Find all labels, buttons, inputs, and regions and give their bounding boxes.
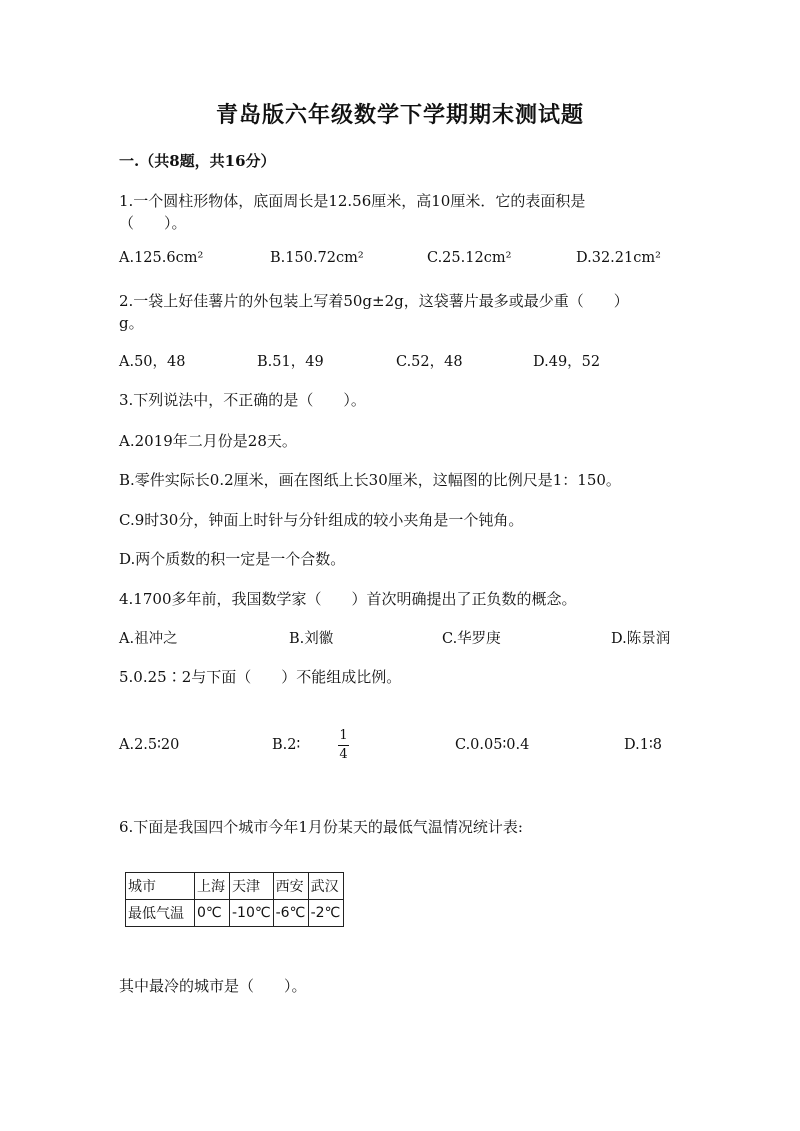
question-3-option-a: A.2019年二月份是28天。 xyxy=(119,432,297,450)
question-2-option-d: D.49，52 xyxy=(533,354,601,370)
table-cell: -10℃ xyxy=(230,900,274,927)
section-heading: 一.（共8题，共16分） xyxy=(119,152,276,170)
question-2-option-a: A.50，48 xyxy=(119,354,186,370)
question-2-line-2: g。 xyxy=(119,314,144,332)
question-5-stem: 5.0.25∶2与下面（ ）不能组成比例。 xyxy=(119,668,402,686)
question-1-option-a: A.125.6cm² xyxy=(119,250,204,266)
question-2-line-1: 2.一袋上好佳薯片的外包装上写着50g±2g，这袋薯片最多或最少重（ ） xyxy=(119,292,629,310)
question-4-option-b: B.刘徽 xyxy=(289,631,334,647)
table-cell: -2℃ xyxy=(308,900,343,927)
table-header-cell: 西安 xyxy=(273,873,308,900)
question-1-option-b: B.150.72cm² xyxy=(270,250,364,266)
question-4-option-a: A.祖冲之 xyxy=(119,631,178,647)
question-5-option-b: B.2∶ xyxy=(272,737,301,753)
question-2-option-c: C.52，48 xyxy=(396,354,463,370)
question-5-option-c: C.0.05∶0.4 xyxy=(455,737,530,753)
fraction-bar xyxy=(338,745,349,746)
question-5-option-d: D.1∶8 xyxy=(624,737,662,753)
question-4-option-c: C.华罗庚 xyxy=(442,631,501,647)
fraction-numerator: 1 xyxy=(339,728,348,743)
table-cell: 最低气温 xyxy=(126,900,195,927)
table-header-cell: 上海 xyxy=(195,873,230,900)
question-4-option-d: D.陈景润 xyxy=(611,631,671,647)
question-3-option-d: D.两个质数的积一定是一个合数。 xyxy=(119,550,346,568)
question-1-option-c: C.25.12cm² xyxy=(427,250,512,266)
question-5-option-b-fraction xyxy=(338,729,349,761)
table-header-cell: 武汉 xyxy=(308,873,343,900)
table-header-cell: 天津 xyxy=(230,873,274,900)
question-3-option-c: C.9时30分，钟面上时针与分针组成的较小夹角是一个钝角。 xyxy=(119,511,524,529)
question-1-line-1: 1.一个圆柱形物体，底面周长是12.56厘米，高10厘米．它的表面积是 xyxy=(119,192,586,210)
table-row xyxy=(126,873,344,900)
question-3-option-b: B.零件实际长0.2厘米，画在图纸上长30厘米，这幅图的比例尺是1：150。 xyxy=(119,471,621,489)
page-title: 青岛版六年级数学下学期期末测试题 xyxy=(215,102,584,128)
table-row xyxy=(126,900,344,927)
table-header-cell: 城市 xyxy=(126,873,195,900)
temperature-table xyxy=(125,872,344,927)
question-6-stem: 6.下面是我国四个城市今年1月份某天的最低气温情况统计表: xyxy=(119,818,523,836)
question-2-option-b: B.51，49 xyxy=(257,354,324,370)
question-1-line-2: （ ）。 xyxy=(119,214,187,232)
question-1-option-d: D.32.21cm² xyxy=(576,250,661,266)
fraction-denominator: 4 xyxy=(339,746,348,762)
question-5-option-a: A.2.5∶20 xyxy=(119,737,180,753)
question-6-prompt: 其中最冷的城市是（ ）。 xyxy=(119,977,307,995)
table-cell: -6℃ xyxy=(273,900,308,927)
question-3-stem: 3.下列说法中，不正确的是（ ）。 xyxy=(119,391,366,409)
table-cell: 0℃ xyxy=(195,900,230,927)
question-4-stem: 4.1700多年前，我国数学家（ ）首次明确提出了正负数的概念。 xyxy=(119,590,577,608)
